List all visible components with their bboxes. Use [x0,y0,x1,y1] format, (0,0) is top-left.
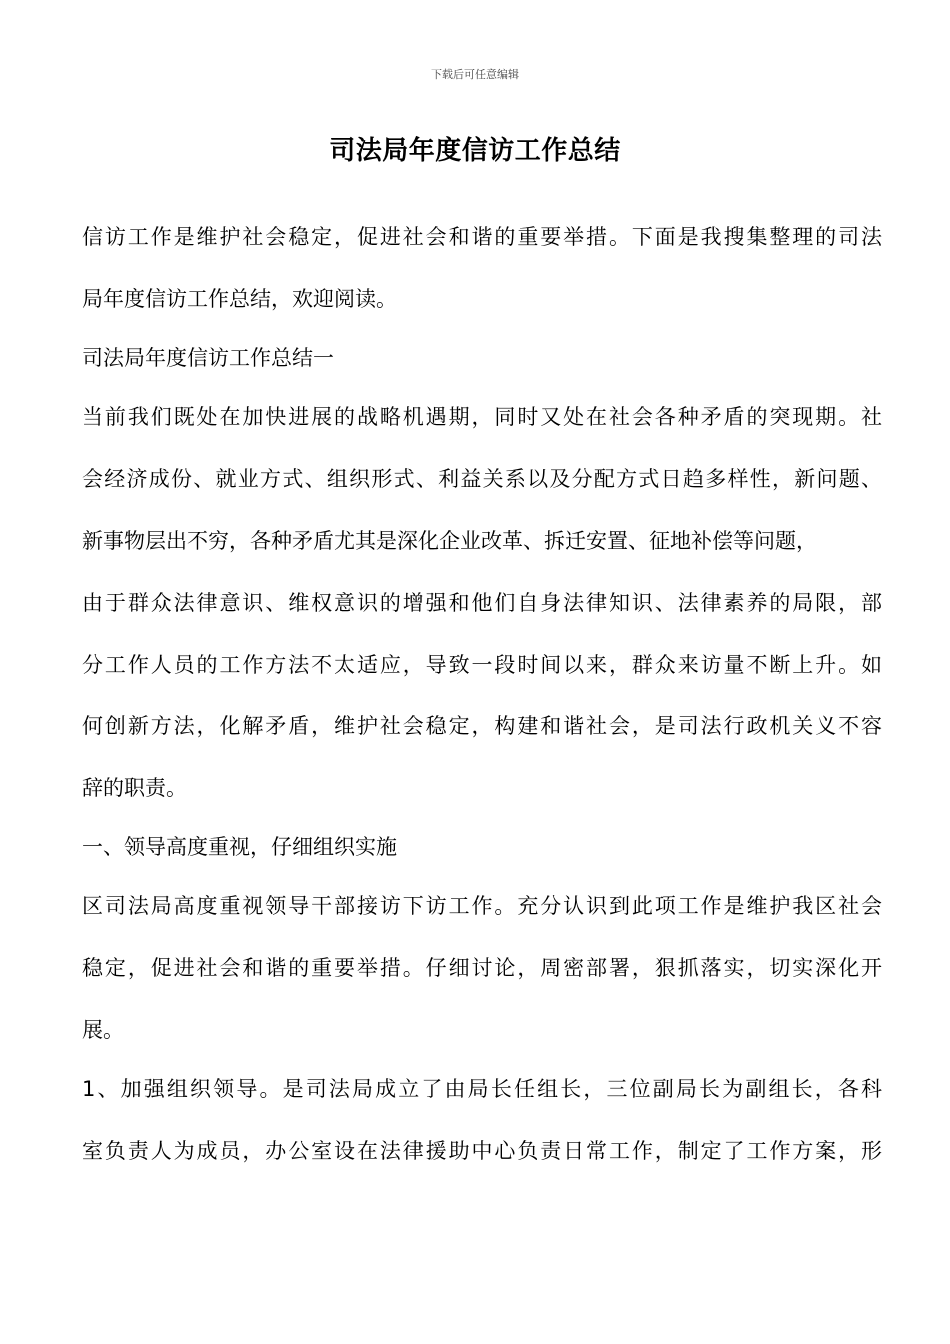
body-line: 稳定，促进社会和谐的重要举措。仔细讨论，周密部署，狠抓落实，切实深化开 [82,956,882,980]
body-line: 展。 [82,1018,124,1042]
body-line: 当前我们既处在加快进展的战略机遇期，同时又处在社会各种矛盾的突现期。社 [82,405,882,429]
body-line: 由于群众法律意识、维权意识的增强和他们自身法律知识、法律素养的局限，部 [82,591,882,615]
body-line: 分工作人员的工作方法不太适应，导致一段时间以来，群众来访量不断上升。如 [82,653,882,677]
body-line: 室负责人为成员，办公室设在法律援助中心负责日常工作，制定了工作方案，形 [82,1139,882,1163]
body-line: 区司法局高度重视领导干部接访下访工作。充分认识到此项工作是维护我区社会 [82,894,882,918]
body-line: 新事物层出不穷，各种矛盾尤其是深化企业改革、拆迁安置、征地补偿等问题， [82,529,817,553]
body-line: 信访工作是维护社会稳定，促进社会和谐的重要举措。下面是我搜集整理的司法 [82,225,882,249]
section-heading: 司法局年度信访工作总结一 [82,346,334,370]
body-line: 会经济成份、就业方式、组织形式、利益关系以及分配方式日趋多样性，新问题、 [82,467,882,491]
section-heading: 一、领导高度重视，仔细组织实施 [82,835,397,859]
body-line: 何创新方法，化解矛盾，维护社会稳定，构建和谐社会，是司法行政机关义不容 [82,714,882,738]
body-line: 1、加强组织领导。是司法局成立了由局长任组长，三位副局长为副组长，各科 [82,1077,882,1101]
document-title: 司法局年度信访工作总结 [329,136,621,166]
header-note: 下载后可任意编辑 [431,68,519,81]
body-line: 局年度信访工作总结，欢迎阅读。 [82,287,397,311]
body-line: 辞的职责。 [82,776,187,800]
